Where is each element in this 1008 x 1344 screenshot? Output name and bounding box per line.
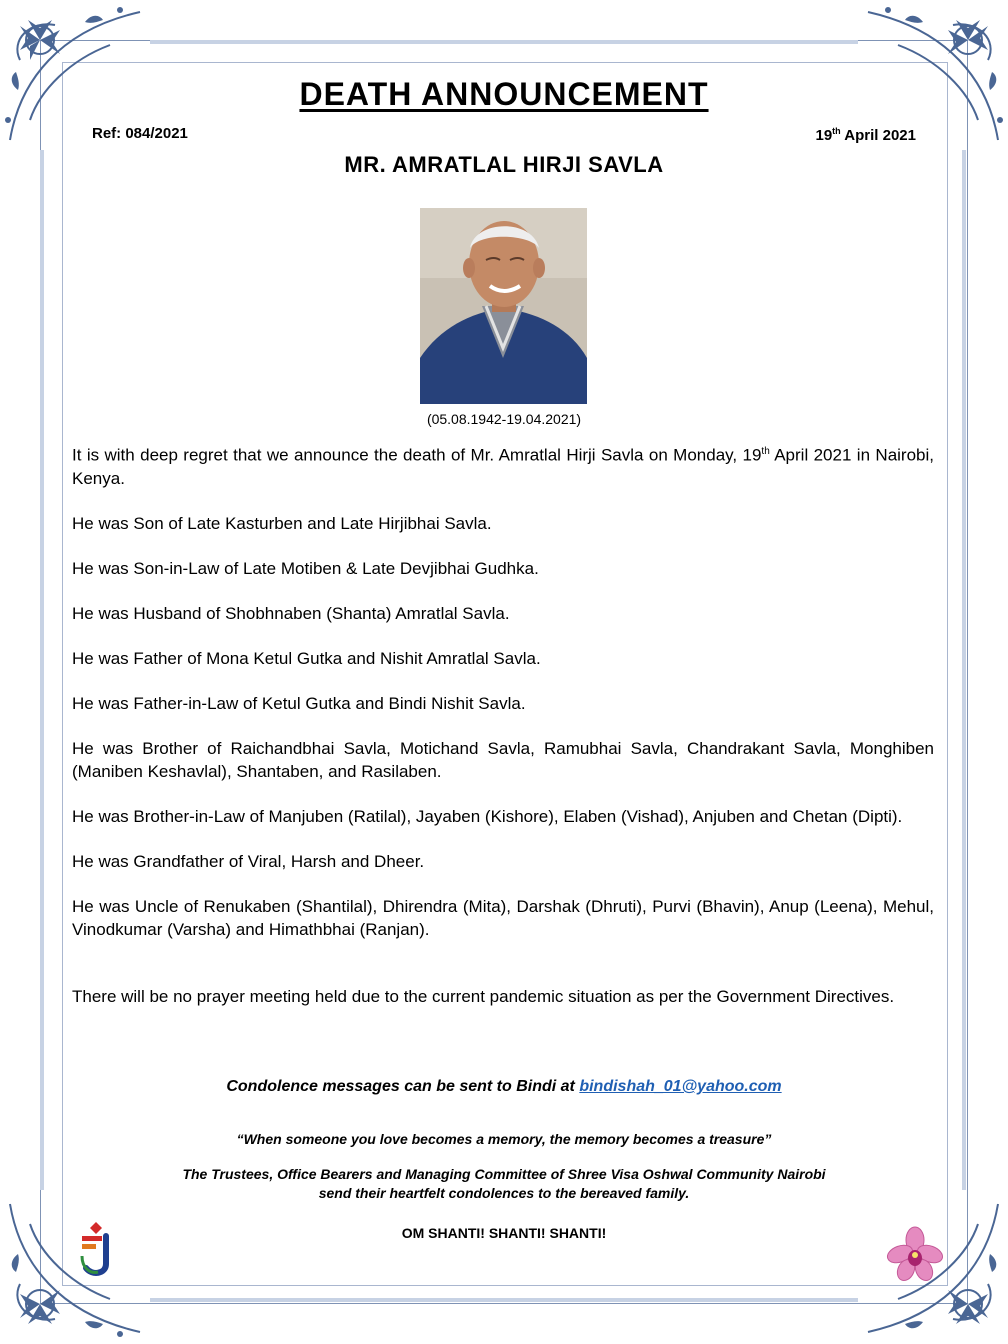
left-border-band [40,150,44,1190]
portrait-photo [420,208,587,404]
relation-paragraph: He was Uncle of Renukaben (Shantilal), Dhirendra (Mita), Darshak (Dhruti), Purvi (Bhavin), Anup (Leena), Mehul, Vinodkumar (Varsha) and Himathbhai (Ranjan). [72,896,934,939]
condolence-contact: Condolence messages can be sent to Bindi at bindishah_01@yahoo.com [226,1078,782,1095]
intro-paragraph: It is with deep regret that we announce the death of Mr. Amratlal Hirji Savla on Monday, 19th April 2021 in Nairobi, Kenya. [72,445,935,488]
relation-paragraph: He was Son of Late Kasturben and Late Hirjibhai Savla. [72,513,492,533]
relation-paragraph: He was Grandfather of Viral, Harsh and Dheer. [72,851,425,871]
relation-paragraph: He was Father-in-Law of Ketul Gutka and Bindi Nishit Savla. [72,693,526,713]
deceased-name: MR. AMRATLAL HIRJI SAVLA [344,152,664,177]
memorial-quote: “When someone you love becomes a memory, the memory becomes a treasure” [236,1131,772,1147]
relation-paragraph: He was Husband of Shobhnaben (Shanta) Amratlal Savla. [72,603,510,623]
relation-paragraph: He was Brother-in-Law of Manjuben (Ratilal), Jayaben (Kishore), Elaben (Vishad), Anjuben and Chetan (Dipti). [72,806,903,826]
right-border-band [962,150,966,1190]
closing-prayer: OM SHANTI! SHANTI! SHANTI! [401,1225,607,1241]
corner-ornament-bottom-left [0,1194,150,1344]
announcement-body [72,440,934,1030]
top-border-band [150,40,858,44]
relation-paragraph: He was Father of Mona Ketul Gutka and Nishit Amratlal Savla. [72,648,541,668]
life-dates-caption: (05.08.1942-19.04.2021) [426,411,582,427]
reference-number: Ref: 084/2021 [92,125,188,142]
relation-paragraph: He was Son-in-Law of Late Motiben & Late Devjibhai Gudhka. [72,558,539,578]
community-logo-icon [76,1218,118,1280]
announcement-title: DEATH ANNOUNCEMENT [299,76,709,112]
bottom-border-band [150,1298,858,1302]
prayer-meeting-notice: There will be no prayer meeting held due to the current pandemic situation as per the Government Directives. [72,986,895,1006]
orchid-flower-icon [886,1226,944,1284]
announcement-date: 19th April 2021 [815,126,916,144]
relation-paragraph: He was Brother of Raichandbhai Savla, Motichand Savla, Ramubhai Savla, Chandrakant Savla, Monghiben (Maniben Keshavlal), Shantaben, and Rasilaben. [72,738,934,781]
email-link[interactable]: bindishah_01@yahoo.com [579,1078,782,1095]
trustees-message: The Trustees, Office Bearers and Managing Committee of Shree Visa Oshwal Community Nairobi send their heartfelt condolences to the bereaved family. [182,1166,826,1201]
